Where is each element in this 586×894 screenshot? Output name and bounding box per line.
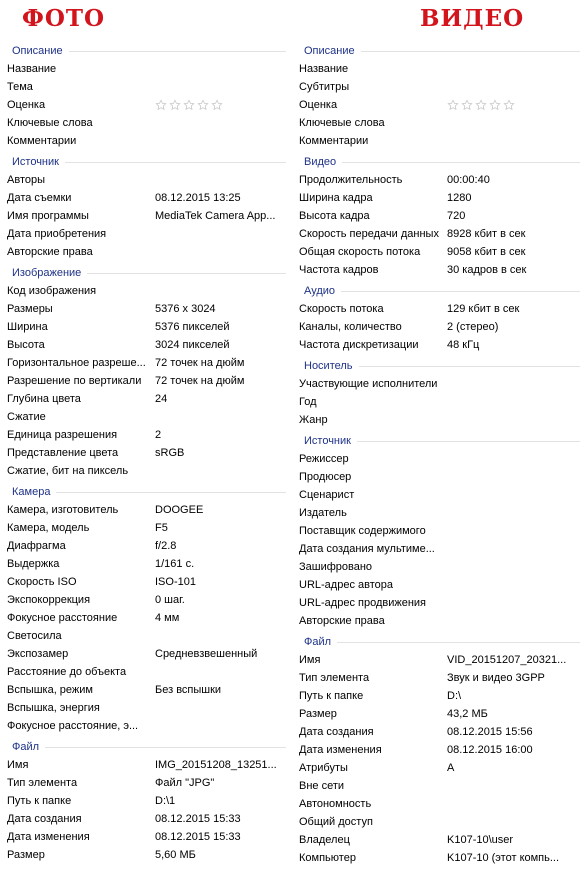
property-row[interactable] [0, 372, 292, 390]
property-row[interactable] [0, 354, 292, 372]
property-name: Ширина кадра [299, 192, 373, 204]
star-outline-icon[interactable] [169, 99, 181, 111]
property-value[interactable]: f/2.8 [155, 540, 177, 552]
property-row[interactable] [292, 243, 586, 261]
property-name: Размер [299, 708, 337, 720]
property-value[interactable]: 9058 кбит в сек [447, 246, 526, 258]
property-row[interactable] [0, 462, 292, 480]
property-row[interactable] [0, 132, 292, 150]
section-label: Описание [304, 45, 355, 57]
property-row[interactable] [292, 651, 586, 669]
property-value[interactable]: 43,2 МБ [447, 708, 488, 720]
photo-column [0, 0, 292, 864]
section-label: Файл [304, 636, 332, 648]
property-name: Ширина [7, 321, 48, 333]
property-value[interactable]: A [447, 762, 455, 774]
property-value[interactable]: 2 [155, 429, 162, 441]
section-divider [341, 291, 580, 292]
rating-stars[interactable] [155, 99, 223, 111]
property-name: Участвующие исполнители [299, 378, 438, 390]
property-row[interactable] [292, 114, 586, 132]
property-value[interactable]: 00:00:40 [447, 174, 490, 186]
property-name: URL-адрес автора [299, 579, 393, 591]
property-value[interactable]: sRGB [155, 447, 185, 459]
property-row[interactable] [0, 501, 292, 519]
property-value[interactable]: 48 кГц [447, 339, 480, 351]
property-value[interactable]: 4 мм [155, 612, 180, 624]
property-row[interactable] [0, 555, 292, 573]
section-header[interactable] [0, 153, 292, 171]
section-header[interactable] [292, 357, 586, 375]
property-row[interactable] [0, 282, 292, 300]
property-value[interactable]: 720 [447, 210, 466, 222]
property-name: Продолжительность [299, 174, 403, 186]
property-value[interactable]: K107-10\user [447, 834, 514, 846]
property-name: Авторские права [7, 246, 93, 258]
property-name: Дата приобретения [7, 228, 107, 240]
property-value[interactable]: 5,60 МБ [155, 849, 196, 861]
property-name: Глубина цвета [7, 393, 81, 405]
property-value[interactable]: 72 точек на дюйм [155, 375, 245, 387]
property-row[interactable] [292, 96, 586, 114]
property-name: Каналы, количество [299, 321, 402, 333]
property-row[interactable] [292, 576, 586, 594]
property-value[interactable]: VID_20151207_20321... [447, 654, 567, 666]
property-name: Ключевые слова [299, 117, 385, 129]
property-value[interactable]: 8928 кбит в сек [447, 228, 526, 240]
property-value[interactable]: 24 [155, 393, 168, 405]
property-name: Размеры [7, 303, 53, 315]
property-value[interactable]: DOOGEE [155, 504, 204, 516]
property-name: Камера, модель [7, 522, 90, 534]
section-label: Источник [12, 156, 59, 168]
section-divider [69, 51, 286, 52]
property-row[interactable] [292, 393, 586, 411]
property-value[interactable]: IMG_20151208_13251... [155, 759, 277, 771]
property-row[interactable] [292, 594, 586, 612]
section-label: Источник [304, 435, 351, 447]
property-name: Название [299, 63, 349, 75]
property-name: Частота кадров [299, 264, 379, 276]
property-name: Вспышка, режим [7, 684, 93, 696]
property-row[interactable] [0, 537, 292, 555]
property-name: URL-адрес продвижения [299, 597, 427, 609]
property-row[interactable] [292, 318, 586, 336]
property-row[interactable] [0, 645, 292, 663]
property-row[interactable] [292, 504, 586, 522]
property-value[interactable]: 08.12.2015 15:33 [155, 813, 241, 825]
property-name: Комментарии [299, 135, 369, 147]
property-name: Единица разрешения [7, 429, 118, 441]
property-value[interactable]: 2 (стерео) [447, 321, 499, 333]
photo-properties [0, 42, 292, 864]
property-name: Представление цвета [7, 447, 119, 459]
property-name: Сжатие, бит на пиксель [7, 465, 129, 477]
property-row[interactable] [292, 741, 586, 759]
section-header[interactable] [292, 153, 586, 171]
property-name: Дата изменения [299, 744, 382, 756]
section-label: Носитель [304, 360, 353, 372]
star-outline-icon[interactable] [183, 99, 195, 111]
property-row[interactable] [292, 687, 586, 705]
section-header[interactable] [292, 282, 586, 300]
section-divider [342, 162, 580, 163]
property-name: Оценка [7, 99, 46, 111]
property-name: Выдержка [7, 558, 60, 570]
property-row[interactable] [292, 261, 586, 279]
property-row[interactable] [0, 171, 292, 189]
section-header[interactable] [0, 483, 292, 501]
star-outline-icon[interactable] [489, 99, 501, 111]
property-row[interactable] [292, 612, 586, 630]
section-divider [45, 747, 286, 748]
photo-title: ФОТО [22, 5, 106, 32]
property-row[interactable] [292, 60, 586, 78]
section-label: Камера [12, 486, 51, 498]
property-value[interactable]: 30 кадров в сек [447, 264, 527, 276]
section-label: Описание [12, 45, 63, 57]
property-value[interactable]: Без вспышки [155, 684, 222, 696]
property-value[interactable]: 08.12.2015 15:33 [155, 831, 241, 843]
property-row[interactable] [0, 243, 292, 261]
property-row[interactable] [0, 336, 292, 354]
video-column [292, 0, 586, 867]
property-name: Частота дискретизации [299, 339, 419, 351]
property-name: Дата изменения [7, 831, 90, 843]
property-value[interactable]: 1280 [447, 192, 472, 204]
property-row[interactable] [0, 444, 292, 462]
property-row[interactable] [292, 540, 586, 558]
property-row[interactable] [292, 486, 586, 504]
property-row[interactable] [292, 171, 586, 189]
section-header[interactable] [292, 432, 586, 450]
property-name: Светосила [7, 630, 62, 642]
property-row[interactable] [0, 300, 292, 318]
property-name: Скорость передачи данных [299, 228, 439, 240]
property-row[interactable] [292, 795, 586, 813]
property-value[interactable]: D:\1 [155, 795, 176, 807]
section-label: Видео [304, 156, 337, 168]
property-name: Фокусное расстояние [7, 612, 118, 624]
section-header[interactable] [292, 633, 586, 651]
property-name: Авторы [7, 174, 45, 186]
property-name: Жанр [299, 414, 328, 426]
section-divider [337, 642, 580, 643]
property-name: Диафрагма [7, 540, 66, 552]
property-row[interactable] [292, 207, 586, 225]
property-value[interactable]: Звук и видео 3GPP [447, 672, 545, 684]
section-label: Файл [12, 741, 40, 753]
property-value[interactable]: 5376 пикселей [155, 321, 230, 333]
property-row[interactable] [292, 189, 586, 207]
star-outline-icon[interactable] [503, 99, 515, 111]
property-name: Общий доступ [299, 816, 373, 828]
property-name: Издатель [299, 507, 347, 519]
star-outline-icon[interactable] [475, 99, 487, 111]
video-properties [292, 42, 586, 867]
property-row[interactable] [292, 468, 586, 486]
property-row[interactable] [292, 558, 586, 576]
section-header[interactable] [0, 42, 292, 60]
property-row[interactable] [292, 831, 586, 849]
property-row[interactable] [0, 663, 292, 681]
property-row[interactable] [0, 828, 292, 846]
property-name: Высота [7, 339, 45, 351]
property-name: Горизонтальное разреше... [7, 357, 146, 369]
section-divider [359, 366, 580, 367]
property-value[interactable]: 1/161 с. [155, 558, 195, 570]
property-name: Фокусное расстояние, э... [7, 720, 139, 732]
property-value[interactable]: 129 кбит в сек [447, 303, 520, 315]
property-row[interactable] [292, 450, 586, 468]
property-value[interactable]: 5376 x 3024 [155, 303, 216, 315]
property-row[interactable] [0, 792, 292, 810]
property-value[interactable]: ISO-101 [155, 576, 196, 588]
property-value[interactable]: 72 точек на дюйм [155, 357, 245, 369]
property-row[interactable] [0, 810, 292, 828]
property-value[interactable]: 0 шаг. [155, 594, 185, 606]
property-name: Режиссер [299, 453, 349, 465]
property-name: Путь к папке [299, 690, 364, 702]
property-name: Субтитры [299, 81, 350, 93]
property-name: Зашифровано [299, 561, 373, 573]
property-name: Экспокоррекция [7, 594, 91, 606]
property-row[interactable] [0, 627, 292, 645]
property-name: Скорость ISO [7, 576, 77, 588]
property-name: Камера, изготовитель [7, 504, 119, 516]
property-name: Имя [299, 654, 321, 666]
star-outline-icon[interactable] [197, 99, 209, 111]
property-name: Путь к папке [7, 795, 72, 807]
property-name: Владелец [299, 834, 350, 846]
section-divider [87, 273, 286, 274]
property-name: Дата создания мультиме... [299, 543, 435, 555]
property-name: Дата съемки [7, 192, 72, 204]
property-row[interactable] [0, 573, 292, 591]
property-name: Размер [7, 849, 45, 861]
property-row[interactable] [0, 717, 292, 735]
property-row[interactable] [292, 375, 586, 393]
video-title: ВИДЕО [420, 5, 525, 32]
property-row[interactable] [0, 699, 292, 717]
property-value[interactable]: Файл "JPG" [155, 777, 215, 789]
property-row[interactable] [0, 609, 292, 627]
property-value[interactable]: Средневзвешенный [155, 648, 258, 660]
property-name: Высота кадра [299, 210, 370, 222]
property-name: Компьютер [299, 852, 356, 864]
star-outline-icon[interactable] [211, 99, 223, 111]
property-row[interactable] [292, 300, 586, 318]
property-row[interactable] [0, 114, 292, 132]
property-row[interactable] [0, 60, 292, 78]
property-row[interactable] [0, 408, 292, 426]
property-row[interactable] [0, 519, 292, 537]
rating-stars[interactable] [447, 99, 515, 111]
property-name: Сценарист [299, 489, 355, 501]
property-row[interactable] [292, 759, 586, 777]
property-name: Тип элемента [7, 777, 78, 789]
property-row[interactable] [0, 426, 292, 444]
property-row[interactable] [292, 78, 586, 96]
property-name: Имя [7, 759, 29, 771]
section-divider [56, 492, 286, 493]
property-row[interactable] [0, 78, 292, 96]
property-name: Код изображения [7, 285, 97, 297]
star-outline-icon[interactable] [447, 99, 459, 111]
property-name: Вне сети [299, 780, 345, 792]
property-name: Комментарии [7, 135, 77, 147]
section-header[interactable] [292, 42, 586, 60]
property-value[interactable]: 08.12.2015 16:00 [447, 744, 533, 756]
property-value[interactable]: MediaTek Camera App... [155, 210, 276, 222]
property-name: Тип элемента [299, 672, 370, 684]
property-value[interactable]: 3024 пикселей [155, 339, 230, 351]
property-row[interactable] [292, 705, 586, 723]
property-name: Название [7, 63, 57, 75]
property-value[interactable]: K107-10 (этот компь... [447, 852, 560, 864]
property-value[interactable]: F5 [155, 522, 168, 534]
property-name: Дата создания [299, 726, 374, 738]
property-name: Тема [7, 81, 33, 93]
property-row[interactable] [292, 411, 586, 429]
property-name: Поставщик содержимого [299, 525, 426, 537]
property-name: Продюсер [299, 471, 352, 483]
property-name: Общая скорость потока [299, 246, 421, 258]
property-row[interactable] [292, 522, 586, 540]
property-name: Оценка [299, 99, 338, 111]
property-name: Имя программы [7, 210, 89, 222]
property-value[interactable]: 08.12.2015 15:56 [447, 726, 533, 738]
section-divider [357, 441, 580, 442]
property-value[interactable]: D:\ [447, 690, 462, 702]
section-divider [361, 51, 580, 52]
property-row[interactable] [292, 723, 586, 741]
property-row[interactable] [0, 390, 292, 408]
section-divider [65, 162, 286, 163]
property-row[interactable] [292, 132, 586, 150]
property-row[interactable] [0, 318, 292, 336]
property-name: Авторские права [299, 615, 385, 627]
section-label: Изображение [12, 267, 82, 279]
property-row[interactable] [0, 207, 292, 225]
property-name: Год [299, 396, 317, 408]
section-header[interactable] [0, 738, 292, 756]
property-name: Вспышка, энергия [7, 702, 100, 714]
property-name: Скорость потока [299, 303, 384, 315]
property-row[interactable] [0, 846, 292, 864]
property-row[interactable] [292, 849, 586, 867]
section-header[interactable] [0, 264, 292, 282]
section-label: Аудио [304, 285, 336, 297]
property-name: Расстояние до объекта [7, 666, 127, 678]
property-name: Дата создания [7, 813, 82, 825]
property-row[interactable] [0, 756, 292, 774]
property-name: Ключевые слова [7, 117, 93, 129]
property-row[interactable] [0, 681, 292, 699]
property-name: Разрешение по вертикали [7, 375, 142, 387]
property-row[interactable] [0, 591, 292, 609]
property-name: Автономность [299, 798, 372, 810]
property-name: Атрибуты [299, 762, 348, 774]
property-row[interactable] [0, 96, 292, 114]
star-outline-icon[interactable] [155, 99, 167, 111]
property-row[interactable] [0, 774, 292, 792]
property-row[interactable] [0, 189, 292, 207]
property-value[interactable]: 08.12.2015 13:25 [155, 192, 241, 204]
property-name: Экспозамер [7, 648, 69, 660]
property-row[interactable] [292, 777, 586, 795]
property-row[interactable] [292, 813, 586, 831]
property-name: Сжатие [7, 411, 46, 423]
star-outline-icon[interactable] [461, 99, 473, 111]
property-row[interactable] [292, 669, 586, 687]
property-row[interactable] [0, 225, 292, 243]
property-row[interactable] [292, 336, 586, 354]
property-row[interactable] [292, 225, 586, 243]
